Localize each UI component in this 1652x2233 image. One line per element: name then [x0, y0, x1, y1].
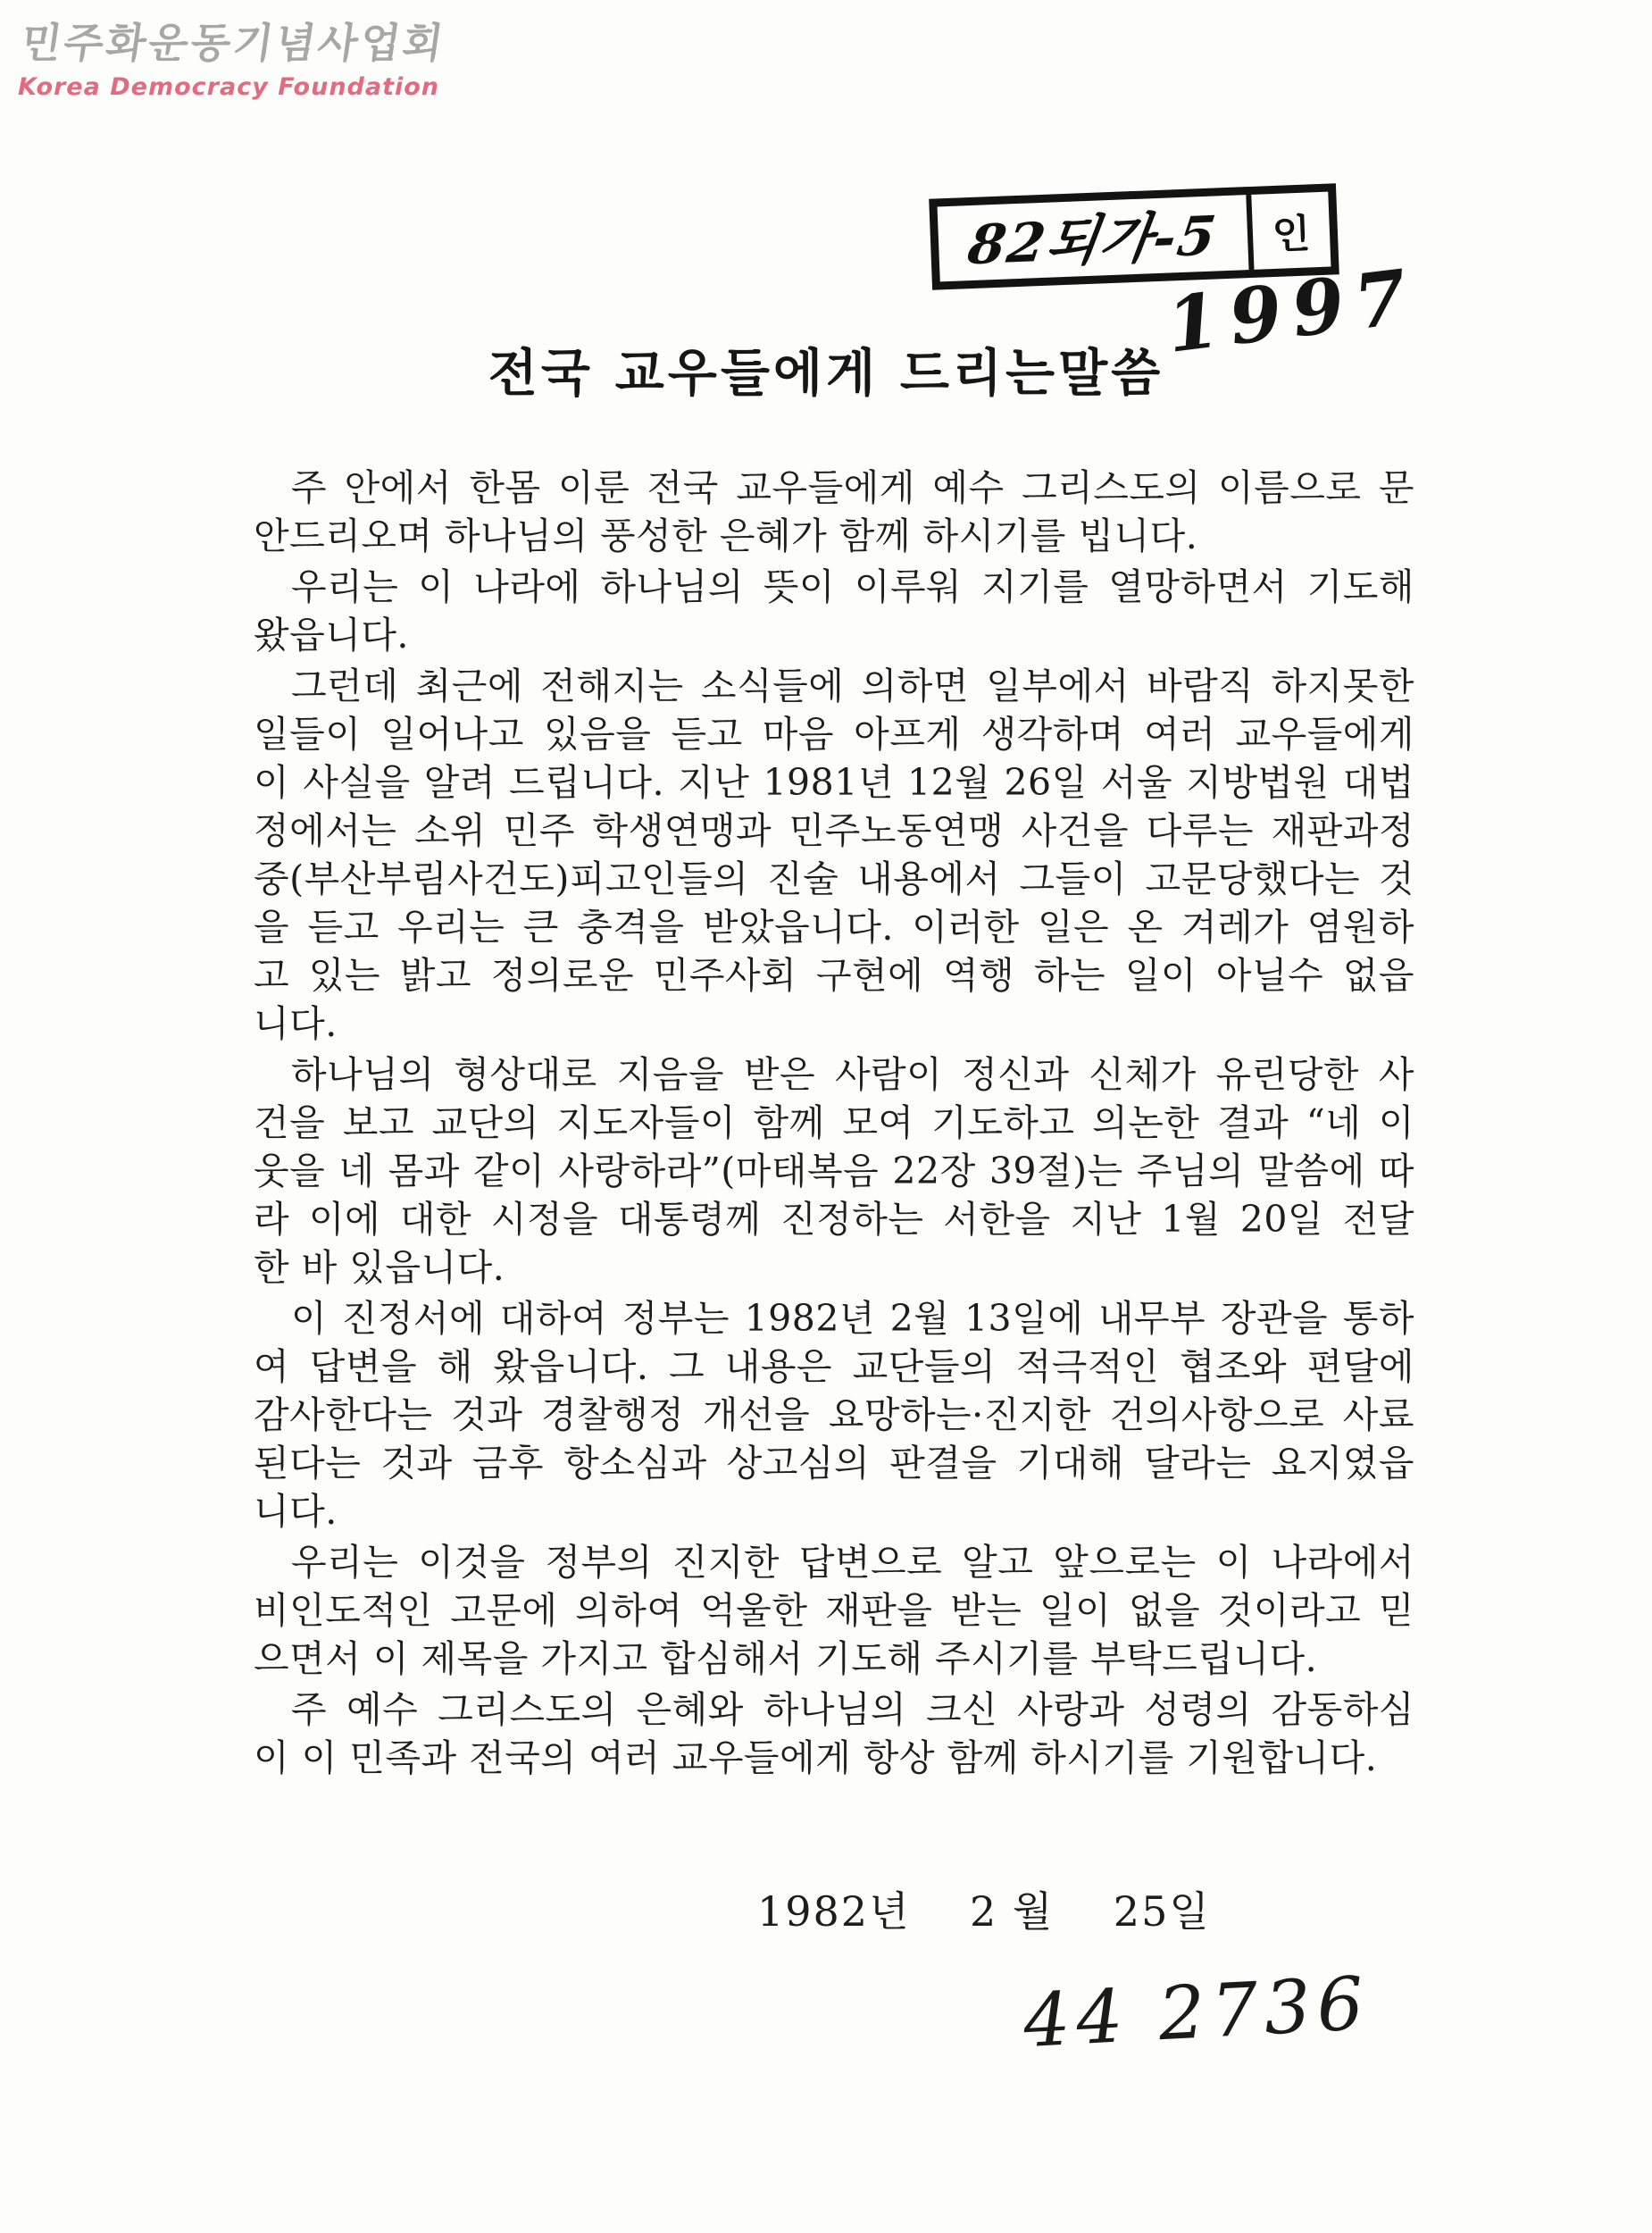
body-line: 정에서는 소위 민주 학생연맹과 민주노동연맹 사건을 다루는 재판과정 — [254, 809, 1414, 852]
body-line: 이 진정서에 대하여 정부는 1982년 2월 13일에 내무부 장관을 통하 — [291, 1297, 1414, 1340]
handwritten-year-annotation: 1997 — [1162, 251, 1423, 370]
body-line: 그런데 최근에 전해지는 소식들에 의하면 일부에서 바람직 하지못한 — [291, 665, 1414, 707]
foundation-logo-english: Korea Democracy Foundation — [18, 73, 440, 101]
registry-stamp-seal-char: 인 — [1271, 211, 1312, 259]
body-line: 으면서 이 제목을 가지고 합심해서 기도해 주시기를 부탁드립니다. — [254, 1637, 1318, 1680]
body-line: 일들이 일어나고 있음을 듣고 마음 아프게 생각하며 여러 교우들에게 — [254, 713, 1414, 756]
body-line: 여 답변을 해 왔읍니다. 그 내용은 교단들의 적극적인 협조와 편달에 — [254, 1345, 1414, 1388]
document-title: 전국 교우들에게 드리는말씀 — [488, 343, 1164, 403]
body-line: 안드리오며 하나님의 풍성한 은혜가 함께 하시기를 빕니다. — [254, 514, 1198, 557]
body-line: 건을 보고 교단의 지도자들이 함께 모여 기도하고 의논한 결과 “네 이 — [254, 1101, 1414, 1144]
document-body — [254, 461, 1414, 1782]
body-line: 주 예수 그리스도의 은혜와 하나님의 크신 사랑과 성령의 감동하심 — [291, 1688, 1414, 1731]
body-line: 니다. — [254, 1002, 338, 1045]
body-line: 한 바 있읍니다. — [254, 1246, 505, 1289]
body-line: 주 안에서 한몸 이룬 전국 교우들에게 예수 그리스도의 이름으로 문 — [291, 466, 1414, 509]
body-line: 감사한다는 것과 경찰행정 개선을 요망하는·진지한 건의사항으로 사료 — [254, 1393, 1414, 1436]
body-line: 중(부산부림사건도)피고인들의 진술 내용에서 그들이 고문당했다는 것 — [254, 857, 1414, 900]
body-line: 라 이에 대한 시정을 대통령께 진정하는 서한을 지난 1월 20일 전달 — [254, 1198, 1414, 1241]
body-line: 우리는 이것을 정부의 진지한 답변으로 알고 앞으로는 이 나라에서 — [291, 1541, 1414, 1584]
body-line: 비인도적인 고문에 의하여 억울한 재판을 받는 일이 없을 것이라고 믿 — [254, 1589, 1414, 1632]
foundation-logo-korean: 민주화운동기념사업회 — [18, 19, 449, 67]
body-line: 우리는 이 나라에 하나님의 뜻이 이루워 지기를 열망하면서 기도해 — [291, 565, 1414, 608]
body-line: 을 듣고 우리는 큰 충격을 받았읍니다. 이러한 일은 온 겨레가 염원하 — [254, 906, 1414, 949]
body-line: 고 있는 밝고 정의로운 민주사회 구현에 역행 하는 일이 아닐수 없읍 — [254, 954, 1414, 997]
handwritten-archive-number: 44 2736 — [1021, 1961, 1372, 2065]
registry-stamp-code: 82되가-5 — [964, 205, 1222, 278]
body-line: 된다는 것과 금후 항소심과 상고심의 판결을 기대해 달라는 요지였읍 — [254, 1442, 1414, 1484]
body-line: 이 사실을 알려 드립니다. 지난 1981년 12월 26일 서울 지방법원 대법 — [254, 761, 1414, 804]
body-line: 웃을 네 몸과 같이 사랑하라”(마태복음 22장 39절)는 주님의 말씀에 따 — [254, 1150, 1414, 1192]
body-line: 왔읍니다. — [254, 614, 409, 657]
document-date: 1982년 2 월 25일 — [757, 1887, 1211, 1936]
foundation-logo — [18, 11, 449, 101]
body-line: 이 이 민족과 전국의 여러 교우들에게 항상 함께 하시기를 기원합니다. — [254, 1736, 1378, 1779]
body-line: 니다. — [254, 1490, 338, 1533]
registry-stamp-seal-box — [1246, 192, 1331, 270]
body-line: 하나님의 형상대로 지음을 받은 사람이 정신과 신체가 유린당한 사 — [291, 1053, 1414, 1096]
